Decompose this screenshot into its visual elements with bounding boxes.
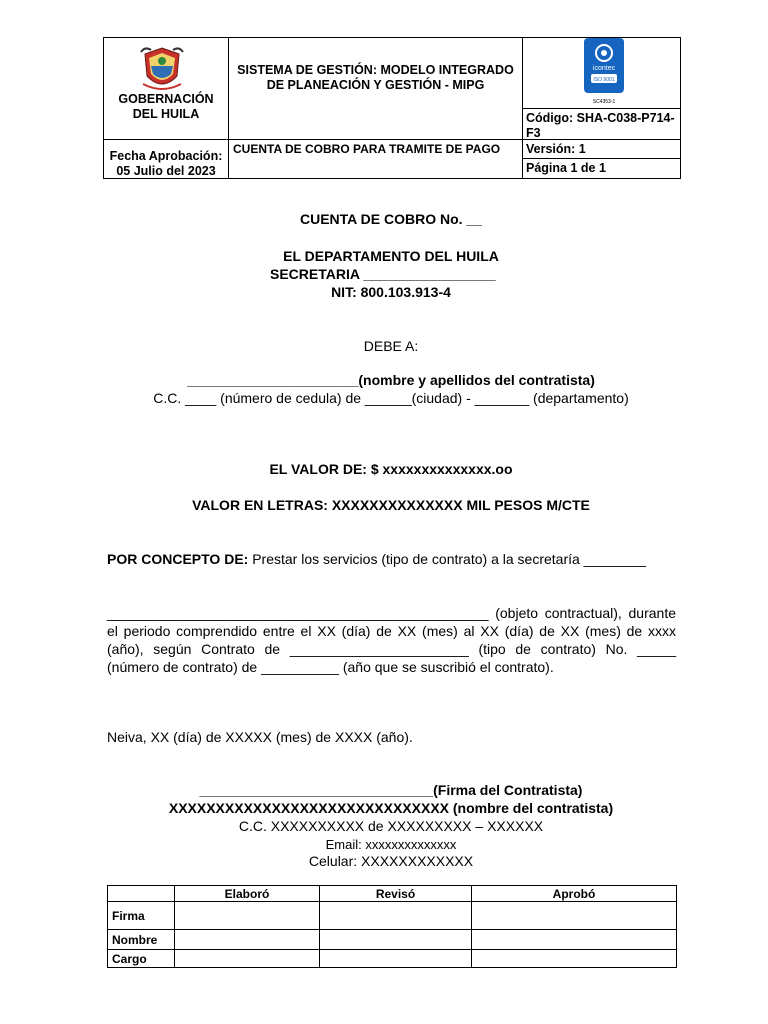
document-code-line1: Código: SHA-C038-P714- — [526, 111, 675, 125]
approval-date-label: Fecha Aprobación: — [109, 149, 223, 163]
row-label-cargo: Cargo — [108, 950, 175, 968]
table-header-row — [108, 886, 677, 902]
org-name-line1: GOBERNACIÓN — [118, 92, 214, 106]
cedula-line: C.C. ____ (número de cedula) de ______(ciudad) - _______ (departamento) — [153, 390, 629, 406]
valor-amount: EL VALOR DE: $ xxxxxxxxxxxxxx.oo — [269, 461, 513, 477]
approval-table — [107, 885, 677, 968]
cuenta-de-cobro-title: CUENTA DE COBRO No. __ — [299, 211, 482, 227]
table-row — [108, 902, 677, 930]
icontec-code-text: SC4353-1 — [592, 99, 616, 105]
concepto-text: Prestar los servicios (tipo de contrato) a la secretaría ________ — [248, 551, 646, 567]
contratista-line: ______________________(nombre y apellidos del contratista) — [187, 372, 595, 388]
icontec-brand-text: icontec — [592, 65, 616, 72]
row-label-nombre: Nombre — [108, 930, 175, 950]
table-row — [108, 950, 677, 968]
departamento-heading: EL DEPARTAMENTO DEL HUILA — [283, 248, 499, 264]
table-cell — [472, 902, 677, 930]
contractor-phone-line: Celular: XXXXXXXXXXXX — [308, 853, 474, 869]
page-number: Página 1 de 1 — [526, 161, 606, 175]
concepto-paragraph — [107, 550, 676, 568]
place-date-line: Neiva, XX (día) de XXXXX (mes) de XXXX (año). — [107, 729, 413, 745]
table-header-cell — [108, 886, 175, 902]
table-cell — [320, 902, 472, 930]
icontec-certification-logo — [583, 37, 625, 105]
table-header-reviso: Revisó — [320, 886, 472, 902]
debe-a-label: DEBE A: — [363, 338, 419, 354]
table-header-aprobo: Aprobó — [472, 886, 677, 902]
contractor-id-line: C.C. XXXXXXXXXX de XXXXXXXXX – XXXXXX — [238, 818, 544, 834]
secretaria-heading: SECRETARIA _________________ — [270, 266, 496, 282]
system-title-line1: SISTEMA DE GESTIÓN: MODELO INTEGRADO — [237, 63, 514, 77]
document-code-line2: F3 — [526, 126, 541, 140]
header-divider — [522, 158, 681, 159]
objeto-contractual-paragraph: _________________________________________________ (objeto contractual), durante el periodo comprendido entre el XX (día) de XX (mes) al XX (día) de XX (mes) de xxxx (año), según Contrato de _______________________ (tipo de contrato) No. _____ (número de contrato) de __________ (año que se suscribió el contrato). — [107, 605, 676, 675]
table-row — [108, 930, 677, 950]
system-title-line2: DE PLANEACIÓN Y GESTIÓN - MIPG — [266, 78, 485, 92]
table-cell — [175, 950, 320, 968]
table-cell — [472, 950, 677, 968]
concepto-label: POR CONCEPTO DE: — [107, 551, 249, 567]
signature-line: ______________________________(Firma del Contratista) — [199, 782, 583, 798]
org-name-line2: DEL HUILA — [132, 107, 200, 121]
table-cell — [320, 930, 472, 950]
contractor-name-line: XXXXXXXXXXXXXXXXXXXXXXXXXXXXXX (nombre del contratista) — [168, 800, 614, 816]
nit-heading: NIT: 800.103.913-4 — [331, 284, 451, 300]
document-version: Versión: 1 — [526, 142, 586, 156]
table-header-elaboro: Elaboró — [175, 886, 320, 902]
coat-of-arms-logo — [139, 44, 185, 94]
approval-date-value: 05 Julio del 2023 — [116, 164, 216, 178]
table-cell — [175, 902, 320, 930]
table-cell — [320, 950, 472, 968]
contractor-email-line: Email: xxxxxxxxxxxxxx — [325, 837, 457, 852]
system-title — [229, 63, 522, 93]
header-divider — [228, 37, 229, 179]
document-code — [526, 111, 681, 141]
header-divider — [522, 108, 681, 109]
approval-date — [104, 149, 228, 179]
valor-en-letras: VALOR EN LETRAS: XXXXXXXXXXXXXX MIL PESOS M/CTE — [192, 497, 590, 513]
table-cell — [472, 930, 677, 950]
row-label-firma: Firma — [108, 902, 175, 930]
table-cell — [175, 930, 320, 950]
document-name: CUENTA DE COBRO PARA TRAMITE DE PAGO — [233, 142, 501, 156]
org-name — [104, 92, 228, 122]
icontec-iso-text: ISO 9001 — [593, 77, 615, 83]
